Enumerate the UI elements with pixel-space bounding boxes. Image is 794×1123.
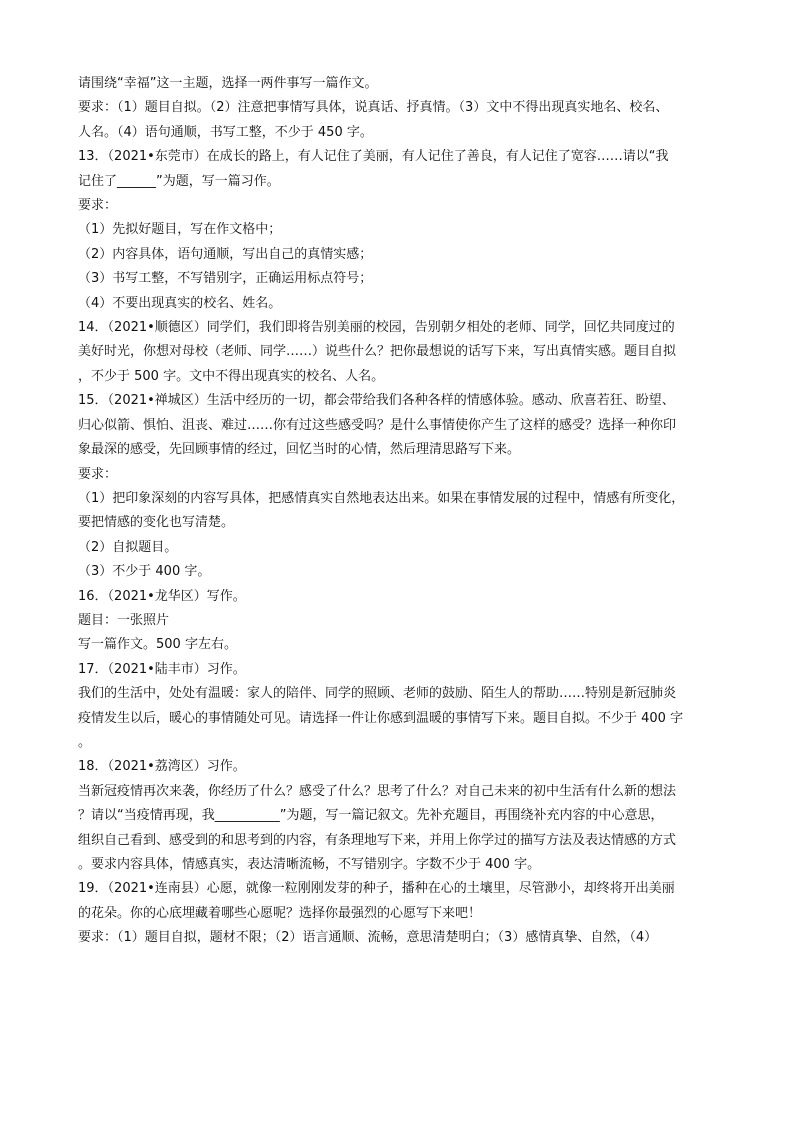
question-16-line: 16．（2021•龙华区）写作。: [78, 588, 246, 604]
question-13-line: 13．（2021•东莞市）在成长的路上，有人记住了美丽，有人记住了善良，有人记住了宽容……请以“我: [78, 149, 669, 165]
text-line: 要求：（1）题目自拟，题材不限；（2）语言通顺、流畅，意思清楚明白；（3）感情真挚、自然，（4）: [78, 930, 658, 946]
text-line: （3）书写工整，不写错别字，正确运用标点符号；: [78, 271, 373, 287]
text-line: 象最深的感受，先回顾事情的经过，回忆当时的心情，然后理清思路写下来。: [78, 442, 521, 458]
question-14-line: 14．（2021•顺德区）同学们，我们即将告别美丽的校园，告别朝夕相处的老师、同学，回忆共同度过的: [78, 320, 675, 336]
text-line: 。要求内容具体，情感真实，表达清晰流畅，不写错别字。字数不少于 400 字。: [78, 857, 541, 872]
text-line: 要求：（1）题目自拟。（2）注意把事情写具体，说真话、抒真情。（3）文中不得出现真实地名、校名、: [78, 100, 669, 116]
text-line: （3）不少于 400 字。: [78, 564, 211, 580]
text-line: （2）自拟题目。: [78, 539, 178, 555]
document-page: [78, 72, 730, 951]
text-line: （4）不要出现真实的校名、姓名。: [78, 295, 282, 311]
text-line: （2）内容具体，语句通顺，写出自己的真情实感；: [78, 246, 373, 262]
text-line: 我们的生活中，处处有温暖：家人的陪伴、同学的照顾、老师的鼓励、陌生人的帮助……特别是新冠肺炎: [78, 686, 677, 702]
text-line: 写一篇作文。500 字左右。: [78, 637, 237, 653]
text-line: 归心似箭、惧怕、沮丧、难过……你有过这些感受吗？是什么事情使你产生了这样的感受？选择一种你印: [78, 417, 677, 433]
text-line: （1）先拟好题目，写在作文格中；: [78, 222, 282, 238]
text-line: 美好时光，你想对母校（老师、同学……）说些什么？把你最想说的话写下来，写出真情实感。题目自拟: [78, 344, 677, 360]
text-line: 人名。（4）语句通顺，书写工整，不少于 450 字。: [78, 124, 373, 140]
question-15-line: 15．（2021•禅城区）生活中经历的一切，都会带给我们各种各样的情感体验。感动、欣喜若狂、盼望、: [78, 393, 675, 409]
text-line: 题目：一张照片: [78, 612, 170, 628]
text-line: 要把情感的变化也写清楚。: [78, 515, 235, 531]
text-line: 组织自己看到、感受到的和思考到的内容，有条理地写下来，并用上你学过的描写方法及表达情感的方式: [78, 832, 677, 848]
text-line: 请围绕“幸福”这一主题，选择一两件事写一篇作文。: [78, 76, 378, 91]
text-line: ，不少于 500 字。文中不得出现真实的校名、人名。: [78, 368, 385, 384]
question-19-line: 19．（2021•连南县）心愿，就像一粒刚刚发芽的种子，播种在心的土壤里，尽管渺小，却终将开出美丽: [78, 881, 675, 897]
text-line: 。: [78, 734, 92, 750]
text-line: 当新冠疫情再次来袭，你经历了什么？感受了什么？思考了什么？对自己未来的初中生活有什么新的想法: [78, 783, 677, 799]
text-line: （1）把印象深刻的内容写具体，把感情真实自然地表达出来。如果在事情发展的过程中，情感有所变化，: [78, 490, 685, 506]
question-18-line: 18．（2021•荔湾区）习作。: [78, 759, 246, 775]
text-line: 疫情发生以后，暖心的事情随处可见。请选择一件让你感到温暖的事情写下来。题目自拟。不少于 400 字: [78, 710, 684, 726]
text-line: ？请以“当疫情再现，我__________”为题，写一篇记叙文。先补充题目，再围绕补充内容的中心意思，: [78, 808, 664, 824]
text-line: 要求：: [78, 466, 118, 482]
question-17-line: 17．（2021•陆丰市）习作。: [78, 661, 246, 677]
text-line: 的花朵。你的心底埋藏着哪些心愿呢？选择你最强烈的心愿写下来吧！: [78, 905, 482, 921]
text-line: 要求：: [78, 198, 118, 214]
text-line: 记住了______”为题，写一篇习作。: [78, 173, 280, 189]
